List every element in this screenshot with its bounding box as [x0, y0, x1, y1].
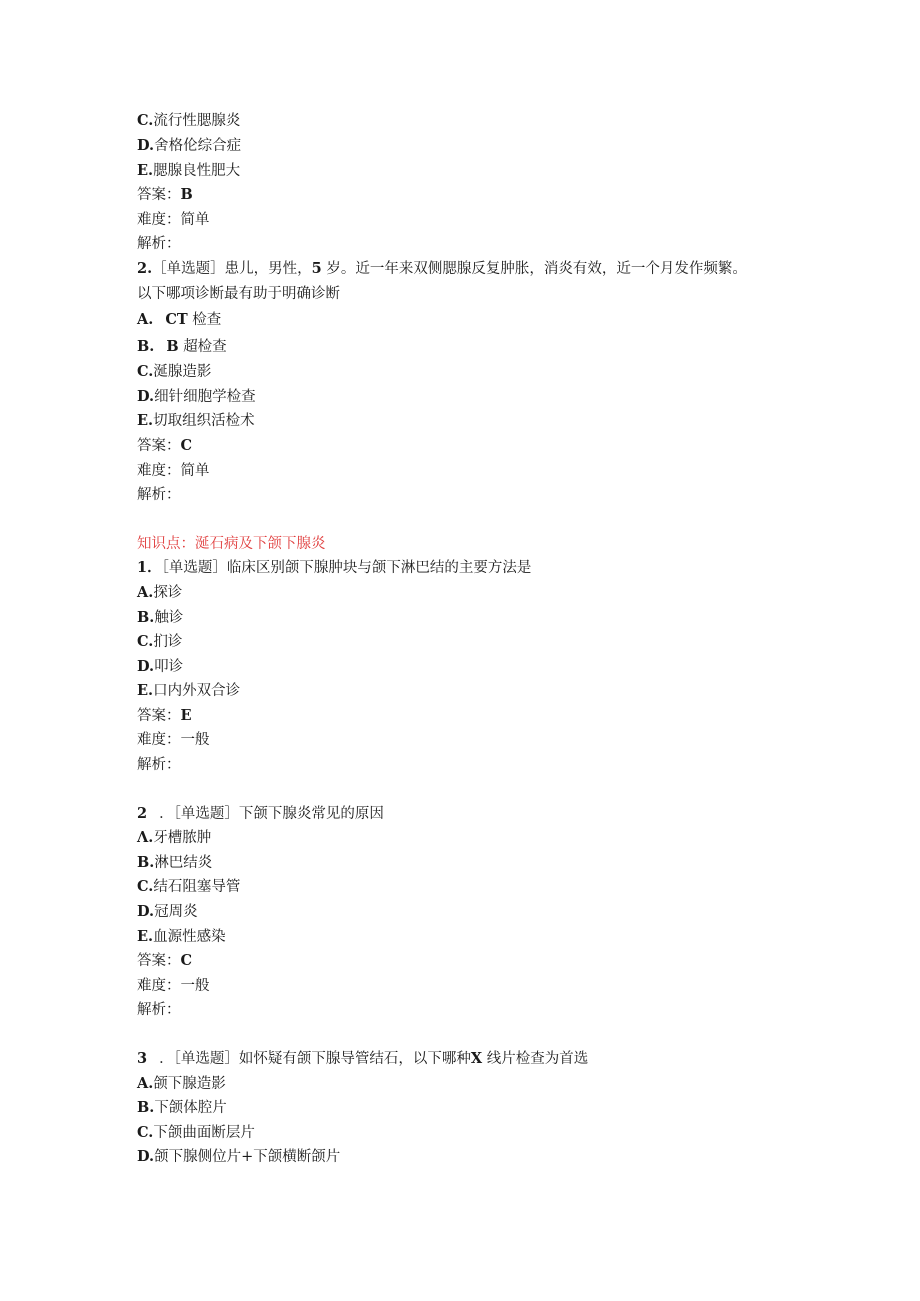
option-letter: C.	[137, 633, 154, 651]
question-text-cont: 岁。近一年来双侧腮腺反复肿胀，消炎有效，近一个月发作频繁。	[326, 260, 747, 277]
answer-label: 答案：	[137, 707, 181, 724]
knowledge-point-heading: 知识点：涎石病及下颌下腺炎	[137, 535, 326, 552]
option-text: 扪诊	[153, 634, 183, 651]
option-c	[137, 107, 797, 134]
question-text-cont: 线片检查为首选	[486, 1051, 589, 1067]
option-a	[137, 581, 797, 606]
question-text: ［单选题］下颌下腺炎常见的原因	[173, 805, 384, 822]
option-letter: E.	[137, 412, 154, 430]
option-letter: C.	[137, 363, 154, 381]
question-k1	[137, 556, 797, 581]
option-letter: A.	[137, 311, 154, 329]
analysis-line: 解析：	[137, 236, 181, 253]
option-text: 细针细胞学检查	[154, 388, 256, 405]
option-c	[137, 360, 797, 385]
option-text: 下颌体腔片	[154, 1100, 227, 1117]
spacer	[137, 1023, 797, 1047]
option-text: 牙槽脓肿	[153, 830, 212, 847]
question-number: 3	[137, 1050, 148, 1067]
question-age: 5	[311, 259, 322, 277]
question-dot: ．	[147, 559, 162, 577]
question-text: ［单选题］如怀疑有颌下腺导管结石，以下哪种	[173, 1051, 471, 1067]
option-d	[137, 900, 797, 925]
option-letter: A.	[137, 1074, 154, 1092]
option-letter: A.	[137, 583, 154, 601]
option-letter: E.	[137, 682, 154, 700]
answer-label: 答案：	[137, 187, 181, 204]
option-bold: B	[166, 338, 179, 356]
option-e	[137, 925, 797, 950]
option-letter: C.	[137, 112, 154, 129]
option-b	[137, 1096, 797, 1121]
option-c	[137, 875, 797, 900]
question-dot: ．	[159, 805, 174, 822]
difficulty-line: 难度：一般	[137, 977, 210, 994]
option-a	[137, 826, 797, 851]
answer-value: B	[180, 186, 193, 204]
option-letter: B.	[137, 853, 155, 871]
option-letter: D.	[137, 1148, 155, 1166]
answer-line	[137, 949, 797, 974]
analysis-line: 解析：	[137, 1002, 181, 1019]
answer-label: 答案：	[137, 953, 181, 970]
option-letter: E.	[137, 161, 154, 179]
option-text: 血源性感染	[153, 928, 226, 945]
option-text: 下颌曲面断层片	[153, 1124, 255, 1141]
answer-line	[137, 704, 797, 729]
answer-line	[137, 434, 797, 459]
difficulty-line: 难度：简单	[137, 211, 210, 228]
option-text: 颌下腺侧位片+下颌横断颌片	[154, 1149, 341, 1166]
option-text: 舍格伦综合症	[154, 138, 242, 154]
option-letter: D.	[137, 657, 155, 675]
difficulty-line: 难度：一般	[137, 732, 210, 749]
option-text: 淋巴结炎	[154, 854, 213, 871]
answer-value: C	[180, 436, 193, 454]
question-k2	[137, 802, 797, 827]
option-b	[137, 333, 797, 360]
option-letter: B.	[137, 338, 155, 356]
question-text: ［单选题］临床区别颌下腺肿块与颌下淋巴结的主要方法是	[161, 560, 532, 577]
analysis-line: 解析：	[137, 757, 181, 774]
option-letter: E.	[137, 927, 154, 945]
spacer	[137, 778, 797, 802]
option-text: 颌下腺造影	[153, 1075, 226, 1092]
option-d	[137, 1145, 797, 1170]
option-text: 口内外双合诊	[153, 683, 241, 700]
option-letter: B.	[137, 1099, 155, 1117]
answer-value: C	[180, 952, 193, 970]
question-number: 1	[137, 559, 148, 577]
option-text: 腮腺良性肥大	[153, 162, 241, 179]
option-e	[137, 679, 797, 704]
document-page	[137, 107, 797, 1170]
option-b	[137, 606, 797, 631]
analysis-line: 解析：	[137, 487, 181, 504]
option-bold: CT	[165, 311, 188, 329]
answer-line	[137, 183, 797, 208]
option-letter: D.	[137, 387, 155, 405]
option-c	[137, 1121, 797, 1146]
option-letter: C.	[137, 878, 154, 896]
option-text: 探诊	[153, 584, 183, 601]
option-letter: Λ.	[137, 829, 154, 847]
option-b	[137, 851, 797, 876]
answer-value: E	[180, 706, 192, 724]
option-text: 涎腺造影	[153, 364, 212, 381]
option-text: 触诊	[154, 609, 184, 626]
option-e	[137, 409, 797, 434]
question-dot: ．	[159, 1051, 174, 1067]
spacer	[137, 508, 797, 532]
option-text: 结石阻塞导管	[153, 879, 241, 896]
question-number: 2.	[137, 259, 153, 277]
answer-label: 答案：	[137, 437, 181, 454]
option-e	[137, 159, 797, 184]
difficulty-line: 难度：简单	[137, 462, 210, 479]
question-k3	[137, 1047, 797, 1072]
option-letter: B.	[137, 608, 155, 626]
option-text: 流行性腮腺炎	[153, 113, 241, 129]
option-text: 叩诊	[154, 658, 184, 675]
option-letter: D.	[137, 903, 155, 921]
option-text: 超检查	[183, 339, 227, 356]
question-2-line1	[137, 257, 797, 282]
option-d	[137, 385, 797, 410]
question-number: 2	[137, 804, 148, 822]
option-a	[137, 306, 797, 333]
option-letter: C.	[137, 1123, 154, 1141]
question-2-line2: 以下哪项诊断最有助于明确诊断	[137, 285, 340, 302]
option-text: 切取组织活检术	[153, 413, 255, 430]
option-a	[137, 1072, 797, 1097]
question-bold: X	[470, 1050, 483, 1067]
option-text: 检查	[192, 312, 222, 329]
option-d	[137, 655, 797, 680]
option-letter: D.	[137, 137, 155, 154]
option-d	[137, 134, 797, 159]
option-text: 冠周炎	[154, 904, 198, 921]
question-text: ［单选题］患儿，男性，	[152, 260, 312, 277]
option-c	[137, 630, 797, 655]
